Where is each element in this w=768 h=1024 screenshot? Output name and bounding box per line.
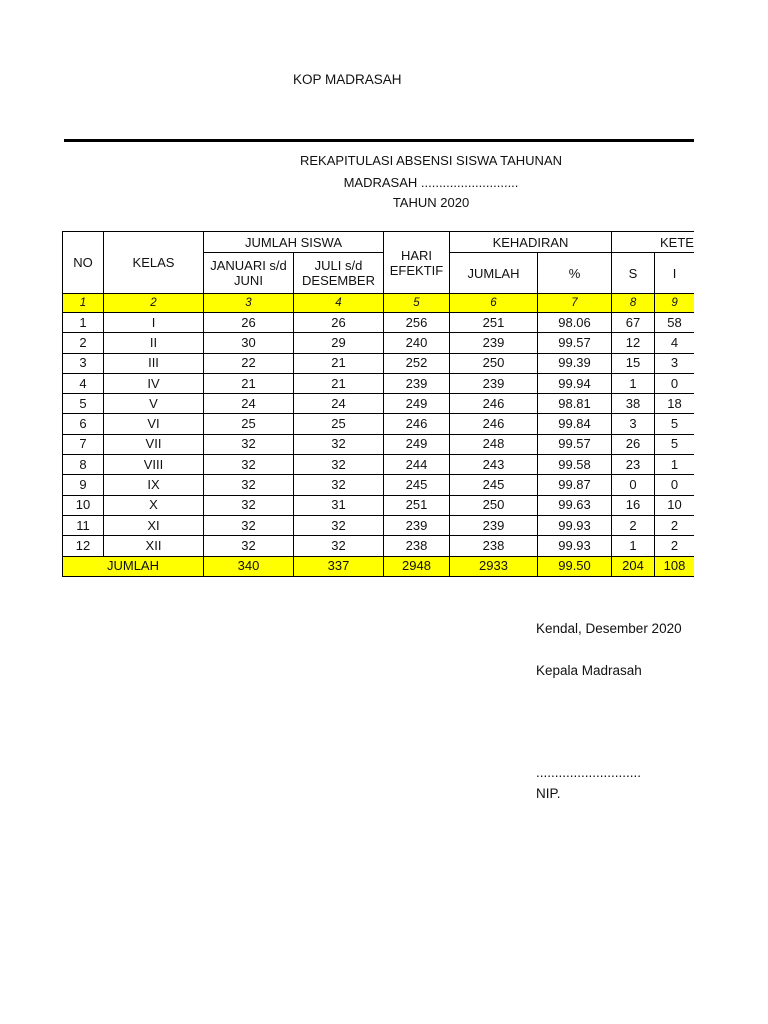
table-cell: 244 <box>384 455 450 475</box>
table-cell: 1 <box>612 536 655 556</box>
table-cell: 239 <box>384 373 450 393</box>
total-label: JUMLAH <box>63 556 204 576</box>
table-cell: 238 <box>384 536 450 556</box>
total-cell: 204 <box>612 556 655 576</box>
table-cell: 21 <box>294 373 384 393</box>
table-cell: 251 <box>450 313 538 333</box>
table-row <box>63 333 695 353</box>
title-text-1: REKAPITULASI ABSENSI SISWA TAHUNAN <box>300 153 562 168</box>
header-juli-desember: JULI s/d DESEMBER <box>294 253 384 294</box>
table-cell: 251 <box>384 495 450 515</box>
table-body <box>63 313 695 557</box>
total-row <box>63 556 695 576</box>
table-cell: 252 <box>384 353 450 373</box>
table-cell: 99.93 <box>538 515 612 535</box>
table-cell: 245 <box>384 475 450 495</box>
table-row <box>63 353 695 373</box>
signature-place-date: Kendal, Desember 2020 <box>536 621 682 636</box>
table-cell: 26 <box>612 434 655 454</box>
table-cell: 5 <box>655 414 694 434</box>
table-cell: VII <box>104 434 204 454</box>
table-cell: 2 <box>612 515 655 535</box>
table-row <box>63 536 695 556</box>
signature-position: Kepala Madrasah <box>536 663 642 678</box>
table-cell: 21 <box>294 353 384 373</box>
table-cell: 32 <box>294 434 384 454</box>
table-cell: 31 <box>294 495 384 515</box>
table-cell: 3 <box>655 353 694 373</box>
title-text-3: TAHUN 2020 <box>392 195 470 210</box>
total-cell: 337 <box>294 556 384 576</box>
header-kelas: KELAS <box>104 232 204 294</box>
table-cell: 243 <box>450 455 538 475</box>
table-cell: 12 <box>63 536 104 556</box>
column-index-cell: 5 <box>384 294 450 313</box>
table-cell: 0 <box>655 475 694 495</box>
table-row <box>63 394 695 414</box>
column-index-cell: 2 <box>104 294 204 313</box>
table-cell: II <box>104 333 204 353</box>
table-cell: 239 <box>450 515 538 535</box>
table-cell: 245 <box>450 475 538 495</box>
header-keterangan: KETE <box>612 232 694 253</box>
table-cell: 5 <box>655 434 694 454</box>
table-row <box>63 455 695 475</box>
table-row <box>63 414 695 434</box>
table-cell: 32 <box>204 475 294 495</box>
table-cell: 246 <box>384 414 450 434</box>
signature-name-line: ............................ <box>536 765 642 780</box>
table-cell: 0 <box>612 475 655 495</box>
column-index-cell: 4 <box>294 294 384 313</box>
table-cell: 8 <box>63 455 104 475</box>
table-cell: III <box>104 353 204 373</box>
table-cell: 240 <box>384 333 450 353</box>
table-cell: 67 <box>612 313 655 333</box>
table-cell: 99.84 <box>538 414 612 434</box>
table-cell: 24 <box>204 394 294 414</box>
table-cell: 99.57 <box>538 434 612 454</box>
column-index-cell: 9 <box>655 294 694 313</box>
table-cell: 32 <box>204 455 294 475</box>
table-cell: 15 <box>612 353 655 373</box>
total-cell: 108 <box>655 556 694 576</box>
table-cell: 99.93 <box>538 536 612 556</box>
column-index-row <box>63 294 695 313</box>
table-cell: 9 <box>63 475 104 495</box>
attendance-table-container <box>62 231 694 580</box>
table-cell: I <box>104 313 204 333</box>
table-cell: 249 <box>384 434 450 454</box>
table-cell: 256 <box>384 313 450 333</box>
table-cell: 246 <box>450 394 538 414</box>
table-cell: 32 <box>204 495 294 515</box>
table-cell: 98.06 <box>538 313 612 333</box>
total-cell: 2933 <box>450 556 538 576</box>
table-cell: 32 <box>204 515 294 535</box>
table-cell: 29 <box>294 333 384 353</box>
table-cell: 18 <box>655 394 694 414</box>
table-cell: 10 <box>655 495 694 515</box>
table-cell: 6 <box>63 414 104 434</box>
table-cell: 30 <box>204 333 294 353</box>
table-cell: 32 <box>204 536 294 556</box>
table-cell: V <box>104 394 204 414</box>
table-cell: 2 <box>655 536 694 556</box>
table-cell: 99.57 <box>538 333 612 353</box>
table-cell: 239 <box>384 515 450 535</box>
table-cell: VI <box>104 414 204 434</box>
table-cell: 2 <box>655 515 694 535</box>
table-row <box>63 515 695 535</box>
column-index-cell: 8 <box>612 294 655 313</box>
table-row <box>63 475 695 495</box>
header-jumlah-siswa: JUMLAH SISWA <box>204 232 384 253</box>
table-cell: 25 <box>294 414 384 434</box>
header-hari-efektif: HARI EFEKTIF <box>384 232 450 294</box>
table-cell: 5 <box>63 394 104 414</box>
header-persen: % <box>538 253 612 294</box>
table-row <box>63 313 695 333</box>
column-index-cell: 7 <box>538 294 612 313</box>
table-cell: 7 <box>63 434 104 454</box>
table-cell: 22 <box>204 353 294 373</box>
signature-nip: NIP. <box>536 786 561 801</box>
letterhead-placeholder: KOP MADRASAH <box>293 72 402 87</box>
table-cell: 0 <box>655 373 694 393</box>
header-januari-juni: JANUARI s/d JUNI <box>204 253 294 294</box>
header-jumlah-hadir: JUMLAH <box>450 253 538 294</box>
table-cell: 32 <box>294 455 384 475</box>
table-cell: 4 <box>655 333 694 353</box>
table-cell: 10 <box>63 495 104 515</box>
table-cell: 98.81 <box>538 394 612 414</box>
table-cell: 58 <box>655 313 694 333</box>
table-cell: 32 <box>294 536 384 556</box>
table-cell: 249 <box>384 394 450 414</box>
table-cell: 239 <box>450 373 538 393</box>
table-cell: XII <box>104 536 204 556</box>
table-cell: VIII <box>104 455 204 475</box>
title-text-2: MADRASAH ........................... <box>343 175 519 190</box>
table-cell: 99.58 <box>538 455 612 475</box>
header-no: NO <box>63 232 104 294</box>
table-cell: 2 <box>63 333 104 353</box>
table-cell: 99.39 <box>538 353 612 373</box>
table-cell: 23 <box>612 455 655 475</box>
table-cell: 1 <box>655 455 694 475</box>
table-cell: 99.87 <box>538 475 612 495</box>
table-cell: 16 <box>612 495 655 515</box>
table-cell: 1 <box>63 313 104 333</box>
table-cell: 32 <box>294 515 384 535</box>
table-cell: 246 <box>450 414 538 434</box>
table-cell: 238 <box>450 536 538 556</box>
header-sakit: S <box>612 253 655 294</box>
header-kehadiran: KEHADIRAN <box>450 232 612 253</box>
table-cell: IV <box>104 373 204 393</box>
table-cell: 99.63 <box>538 495 612 515</box>
table-cell: 250 <box>450 495 538 515</box>
header-rule <box>64 139 694 142</box>
table-cell: 1 <box>612 373 655 393</box>
table-cell: 3 <box>63 353 104 373</box>
table-cell: 3 <box>612 414 655 434</box>
table-row <box>63 434 695 454</box>
table-cell: 24 <box>294 394 384 414</box>
table-cell: XI <box>104 515 204 535</box>
column-index-cell: 6 <box>450 294 538 313</box>
attendance-table <box>62 231 694 577</box>
table-cell: 250 <box>450 353 538 373</box>
table-row <box>63 495 695 515</box>
table-cell: 25 <box>204 414 294 434</box>
column-index-cell: 3 <box>204 294 294 313</box>
table-cell: 99.94 <box>538 373 612 393</box>
table-cell: 239 <box>450 333 538 353</box>
header-izin: I <box>655 253 694 294</box>
total-cell: 340 <box>204 556 294 576</box>
table-cell: 32 <box>204 434 294 454</box>
table-cell: 4 <box>63 373 104 393</box>
total-cell: 99.50 <box>538 556 612 576</box>
total-cell: 2948 <box>384 556 450 576</box>
table-cell: 12 <box>612 333 655 353</box>
table-cell: 26 <box>294 313 384 333</box>
table-cell: 32 <box>294 475 384 495</box>
table-cell: 11 <box>63 515 104 535</box>
table-row <box>63 373 695 393</box>
table-cell: X <box>104 495 204 515</box>
table-cell: 248 <box>450 434 538 454</box>
table-cell: IX <box>104 475 204 495</box>
table-cell: 38 <box>612 394 655 414</box>
table-cell: 26 <box>204 313 294 333</box>
column-index-cell: 1 <box>63 294 104 313</box>
table-cell: 21 <box>204 373 294 393</box>
